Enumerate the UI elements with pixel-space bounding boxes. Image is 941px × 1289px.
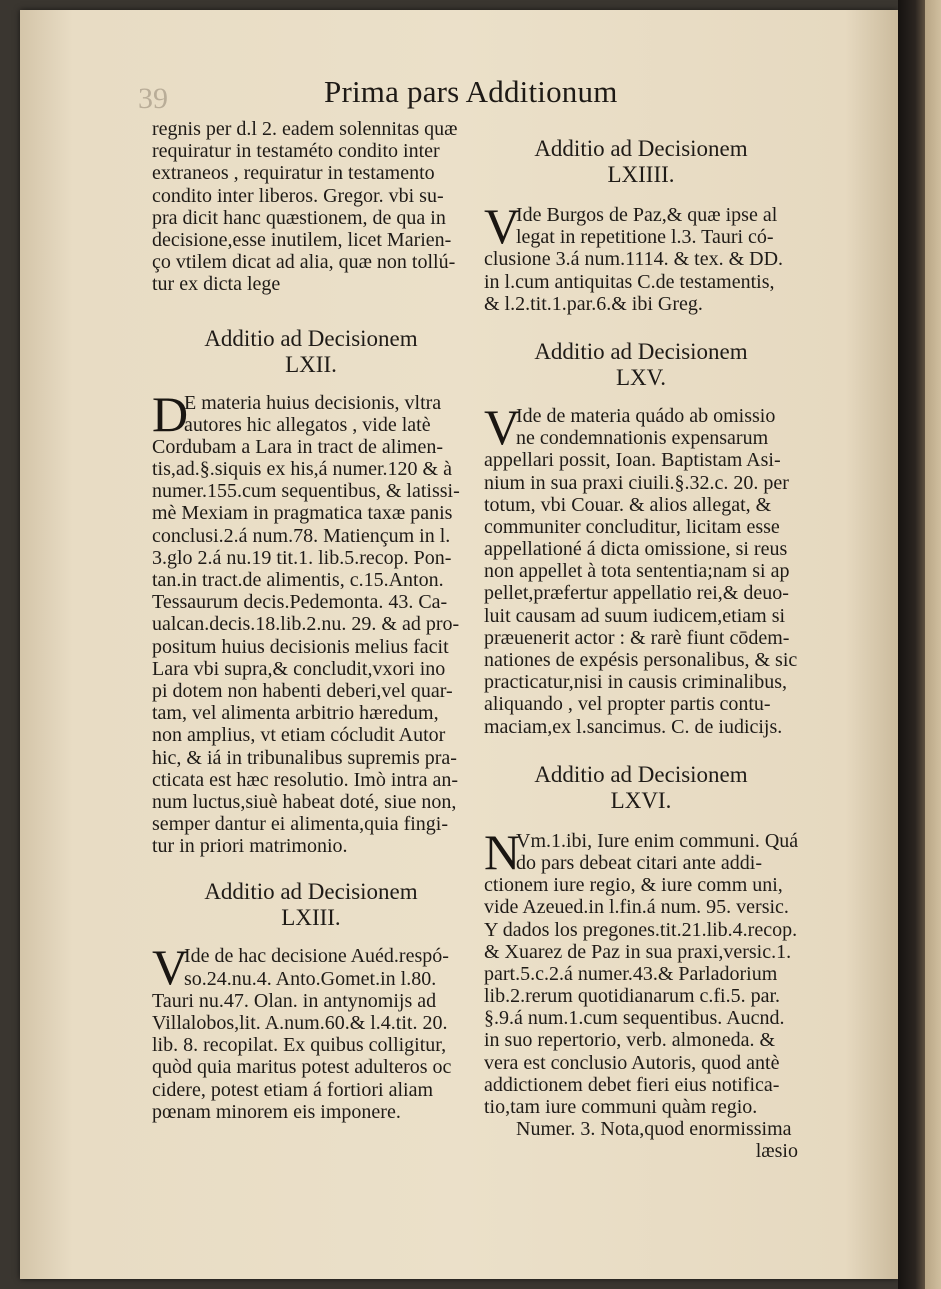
text-line: cidere, potest etiam á fortiori aliam [152, 1078, 433, 1101]
text-line: Ide de materia quádo ab omissio [516, 404, 776, 427]
text-line: part.5.c.2.á numer.43.& Parladorium [484, 962, 778, 985]
text-line: luit causam ad suum iudicem,etiam si [484, 604, 786, 627]
text-line: clusione 3.á num.1114. & tex. & DD. [484, 248, 784, 271]
text-line: num luctus,siuè habeat doté, siue non, [152, 790, 457, 813]
catchword: læsio [755, 1140, 798, 1163]
text-line: Numer. 3. Nota,quod enormissima [516, 1118, 792, 1141]
text-line: decisione,esse inutilem, licet Marien- [152, 228, 452, 251]
text-line: practicatur,nisi in causis criminalibus, [484, 671, 788, 694]
heading-numeral: LXIII. [281, 905, 341, 931]
section-paragraph [484, 398, 798, 738]
section-heading [484, 136, 798, 188]
drop-cap: N [484, 823, 521, 880]
text-line: tur in priori matrimonio. [152, 835, 348, 858]
text-line: condito inter liberos. Gregor. vbi su- [152, 184, 444, 207]
text-line: ualcan.decis.18.lib.2.nu. 29. & ad pro- [152, 613, 460, 636]
text-line: vide Azeued.in l.fin.á num. 95. versic. [484, 896, 789, 919]
text-line: pra dicit hanc quæstionem, de qua in [152, 206, 446, 229]
text-line: ço vtilem dicat ad alia, quæ non tollú- [152, 251, 456, 274]
text-line: Vm.1.ibi, Iure enim communi. Quá [516, 829, 799, 852]
text-line: communiter concluditur, licitam esse [484, 515, 780, 538]
text-line: hic, & iá in tribunalibus supremis pra- [152, 746, 457, 769]
text-line: autores hic allegatos , vide latè [184, 413, 431, 436]
section-heading [152, 879, 470, 931]
heading-title: Additio ad Decisionem [534, 136, 748, 161]
text-line: totum, vbi Couar. & alios allegat, & [484, 493, 772, 516]
text-line: pellet,præfertur appellatio rei,& deuo- [484, 582, 789, 605]
text-line: extraneos , requiratur in testamento [152, 162, 435, 185]
text-line: Lara vbi supra,& concludit,vxori ino [152, 657, 446, 680]
text-line: in suo repertorio, verb. almoneda. & [484, 1029, 776, 1052]
text-line: Tessaurum decis.Pedemonta. 43. Ca- [152, 591, 448, 614]
text-line: semper dantur ei alimenta,quia fingi- [152, 813, 449, 836]
heading-title: Additio ad Decisionem [204, 325, 418, 351]
text-line: pi dotem non habenti deberi,vel quar- [152, 679, 453, 702]
text-line: conclusi.2.á num.78. Matiençum in l. [152, 524, 451, 547]
text-line: ne condemnationis expensarum [516, 427, 769, 450]
text-line: lib. 8. recopilat. Ex quibus colligitur, [152, 1034, 447, 1057]
drop-cap: V [484, 398, 521, 455]
text-line: vera est conclusio Autoris, quod antè [484, 1051, 780, 1074]
text-line: lib.2.rerum quotidianarum c.fi.5. par. [484, 985, 781, 1008]
left-column [152, 118, 470, 1123]
heading-numeral: LXVI. [610, 787, 672, 813]
heading-title: Additio ad Decisionem [534, 338, 748, 364]
text-line: aliquando , vel propter partis contu- [484, 693, 771, 716]
heading-numeral: LXV. [615, 364, 667, 390]
text-line: tam, vel alimenta arbitrio hæredum, [152, 702, 439, 725]
text-line: tur ex dicta lege [152, 273, 281, 296]
text-line: præuenerit actor : & rarè fiunt cōdem- [484, 626, 790, 649]
text-line: 3.glo 2.á nu.19 tit.1. lib.5.recop. Pon- [152, 546, 452, 569]
text-line: numer.155.cum sequentibus, & latissi- [152, 480, 460, 503]
text-line: positum huius decisionis melius facit [152, 635, 449, 658]
heading-numeral: LXII. [285, 351, 337, 377]
text-line: & l.2.tit.1.par.6.& ibi Greg. [484, 292, 703, 315]
text-line: tio,tam iure communi quàm regio. [484, 1096, 758, 1118]
text-line: Villalobos,lit. A.num.60.& l.4.tit. 20. [152, 1012, 448, 1034]
drop-cap: D [152, 385, 189, 442]
text-line: Y dados los pregones.tit.21.lib.4.recop. [484, 918, 798, 941]
text-line: nium in sua praxi ciuili.§.32.c. 20. per [484, 471, 789, 494]
text-line: tis,ad.§.siquis ex his,á numer.120 & à [152, 458, 452, 481]
text-line: E materia huius decisionis, vltra [184, 391, 442, 414]
heading-title: Additio ad Decisionem [534, 761, 748, 787]
section-paragraph [484, 823, 799, 1163]
section-paragraph [484, 198, 798, 315]
text-line: tan.in tract.de alimentis, c.15.Anton. [152, 569, 444, 591]
text-line: non appellet à tota sententia;nam si ap [484, 560, 790, 583]
text-line: mè Mexiam in pragmatica taxæ panis [152, 502, 453, 525]
next-page-edge [925, 0, 941, 1289]
text-line: nationes de expésis personalibus, & sic [484, 649, 798, 671]
text-line: maciam,ex l.sancimus. C. de iudicijs. [484, 715, 783, 738]
text-line: appellari possit, Ioan. Baptistam Asi- [484, 449, 781, 472]
text-line: cticata est hæc resolutio. Imò intra an- [152, 768, 459, 791]
section-heading [484, 339, 798, 391]
text-line: §.9.á num.1.cum sequentibus. Aucnd. [484, 1007, 785, 1030]
text-line: non amplius, vt etiam cócludit Autor [152, 724, 446, 747]
text-line: requiratur in testaméto condito inter [152, 140, 440, 163]
text-line: do pars debeat citari ante addi- [516, 851, 762, 874]
text-line: quòd quia maritus potest adulteros oc [152, 1056, 452, 1079]
text-line: so.24.nu.4. Anto.Gomet.in l.80. [184, 967, 437, 990]
text-line: addictionem debet fieri eius notifica- [484, 1073, 780, 1096]
text-line: Ide Burgos de Paz,& quæ ipse al [516, 204, 778, 226]
text-line: Tauri nu.47. Olan. in antynomijs ad [152, 989, 437, 1012]
drop-cap: V [152, 939, 189, 996]
section-heading [484, 762, 798, 814]
running-title: Prima pars Additionum [324, 74, 618, 109]
text-line: legat in repetitione l.3. Tauri có- [516, 226, 774, 249]
section-paragraph [152, 939, 470, 1123]
section-paragraph [152, 385, 470, 858]
heading-title: Additio ad Decisionem [204, 879, 418, 905]
right-column [484, 136, 798, 1163]
drop-cap: V [484, 198, 521, 254]
intro-paragraph [152, 118, 470, 296]
text-line: Cordubam a Lara in tract de alimen- [152, 435, 443, 458]
text-line: regnis per d.l 2. eadem solennitas quæ [152, 118, 458, 140]
text-line: & Xuarez de Paz in sua praxi,versic.1. [484, 940, 792, 963]
text-line: ctionem iure regio, & iure comm uni, [484, 874, 783, 897]
text-line: pœnam minorem eis imponere. [152, 1100, 401, 1123]
section-heading [152, 326, 470, 378]
text-line: appellationé á dicta omissione, si reus [484, 538, 788, 561]
text-line: in l.cum antiquitas C.de testamentis, [484, 270, 775, 293]
page-number: 39 [138, 82, 168, 115]
text-line: Ide de hac decisione Auéd.respó- [184, 945, 449, 968]
heading-numeral: LXIIII. [607, 162, 675, 187]
